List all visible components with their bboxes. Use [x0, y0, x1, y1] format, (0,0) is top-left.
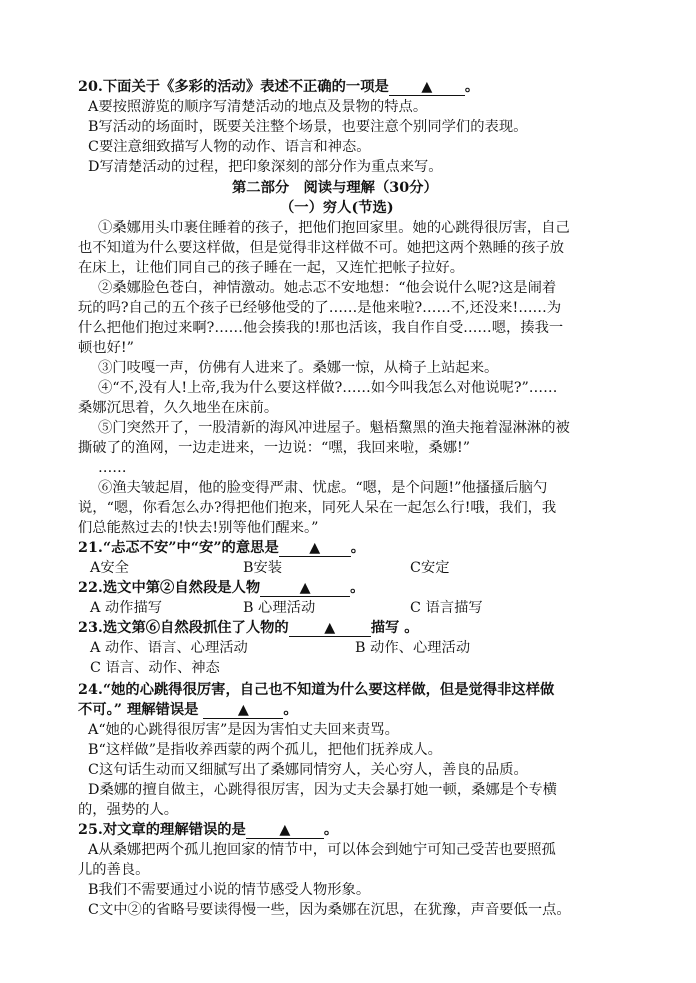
q24-option-d-cont: 的，强势的人。 — [78, 802, 179, 818]
passage-line: 撕破了的渔网，一边走进来，一边说：“嘿，我回来啦，桑娜!” — [78, 440, 471, 456]
triangle-icon: ▲ — [299, 580, 311, 596]
q23-option-c: C 语言、动作、神态 — [90, 660, 220, 676]
q25-option-c: C文中②的省略号要读得慢一些，因为桑娜在沉思，在犹豫，声音要低一点。 — [88, 902, 571, 918]
q24-option-d: D桑娜的擅自做主，心跳得很厉害，因为丈夫会暴打她一顿，桑娜是个专横 — [88, 782, 557, 798]
triangle-icon: ▲ — [324, 620, 336, 636]
q21-stem-text: 21.“忐忑不安”中“安”的意思是 — [78, 540, 279, 556]
q23-option-a: A 动作、语言、心理活动 — [90, 640, 248, 656]
q21-option-a: A安全 — [90, 560, 129, 576]
passage-line: ⑤门突然开了，一股清新的海风冲进屋子。魁梧黧黑的渔夫拖着湿淋淋的被 — [98, 420, 570, 436]
q21-option-c: C安定 — [410, 560, 450, 576]
passage-line: 顿也好!” — [78, 340, 134, 356]
q24-stem-end: 。 — [283, 702, 298, 718]
passage-line: 们总能熬过去的!快去!别等他们醒来。” — [78, 520, 319, 536]
q24-option-c: C这句话生动而又细腻写出了桑娜同情穷人，关心穷人，善良的品质。 — [88, 762, 528, 778]
q20-stem-text: 20.下面关于《多彩的活动》表述不正确的一项是 — [78, 79, 389, 95]
passage-line: 什么把他们抱过来啊?……他会揍我的!那也活该，我自作自受……嗯，揍我一 — [78, 320, 564, 336]
q25-stem — [78, 820, 623, 840]
q25-option-a-cont: 儿的善良。 — [78, 862, 150, 878]
q20-stem — [78, 77, 623, 97]
q20-answer-blank[interactable] — [389, 79, 465, 96]
q20-option-a: A要按照游览的顺序写清楚活动的地点及景物的特点。 — [88, 99, 428, 115]
passage-line: 桑娜沉思着，久久地坐在床前。 — [78, 400, 279, 416]
passage-line: 在床上，让他们同自己的孩子睡在一起，又连忙把帐子拉好。 — [78, 260, 465, 276]
passage-line: ⑥渔夫皱起眉，他的脸变得严肃、忧虑。“嗯，是个问题!”他搔搔后脑勺 — [98, 480, 548, 496]
section-title: 第二部分 阅读与理解（30分） — [232, 180, 438, 196]
q20-stem-end: 。 — [464, 79, 480, 95]
passage-line: 玩的吗?自己的五个孩子已经够他受的了……是他来啦?……不,还没来!……为 — [78, 300, 562, 316]
q25-option-b: B我们不需要通过小说的情节感受人物形象。 — [88, 882, 371, 898]
passage-line: ④“不,没有人!上帝,我为什么要这样做?……如今叫我怎么对他说呢?”…… — [98, 380, 558, 396]
triangle-icon: ▲ — [237, 702, 249, 718]
q23-stem — [78, 618, 623, 638]
passage-line: ③门吱嘎一声，仿佛有人进来了。桑娜一惊，从椅子上站起来。 — [98, 360, 499, 376]
q22-stem — [78, 578, 623, 598]
passage-line: ①桑娜用头巾裹住睡着的孩子，把他们抱回家里。她的心跳得很厉害，自己 — [98, 220, 570, 236]
q21-stem-end: 。 — [350, 540, 366, 556]
q22-option-a: A 动作描写 — [90, 600, 163, 616]
q24-option-b: B“这样做”是指收养西蒙的两个孤儿，把他们抚养成人。 — [88, 742, 442, 758]
q23-stem-end: 描写 。 — [370, 620, 419, 636]
passage-line: ②桑娜脸色苍白，神情激动。她忐忑不安地想：“他会说什么呢?这是闹着 — [98, 280, 557, 296]
q22-stem-end: 。 — [350, 580, 365, 596]
triangle-icon: ▲ — [279, 822, 291, 838]
q21-stem — [78, 538, 623, 558]
q22-option-c: C 语言描写 — [410, 600, 483, 616]
q22-answer-blank[interactable] — [260, 580, 350, 597]
q24-stem-line1: 24.“她的心跳得很厉害，自己也不知道为什么要这样做，但是觉得非这样做 — [78, 682, 555, 698]
q21-option-b: B安装 — [243, 560, 283, 576]
q23-answer-blank[interactable] — [289, 620, 371, 637]
triangle-icon: ▲ — [309, 540, 321, 556]
q25-stem-text: 25.对文章的理解错误的是 — [78, 822, 246, 838]
q25-answer-blank[interactable] — [246, 822, 324, 839]
q23-option-b: B 动作、心理活动 — [355, 640, 471, 656]
q24-answer-blank[interactable] — [203, 702, 283, 719]
q24-option-a: A“她的心跳得很厉害”是因为害怕丈夫回来责骂。 — [88, 722, 399, 738]
passage-ellipsis: …… — [98, 460, 127, 476]
q21-answer-blank[interactable] — [279, 540, 351, 557]
passage-line: 说，“嗯，你看怎么办?得把他们抱来，同死人呆在一起怎么行!哦，我们，我 — [78, 500, 557, 516]
q24-stem-line2 — [78, 700, 623, 720]
q20-option-d: D写清楚活动的过程，把印象深刻的部分作为重点来写。 — [88, 159, 443, 175]
q24-stem-text: 不可。” 理解错误是 — [78, 702, 204, 718]
q23-stem-text: 23.选文第⑥自然段抓住了人物的 — [78, 620, 289, 636]
q25-option-a: A从桑娜把两个孤儿抱回家的情节中，可以体会到她宁可知己受苦也要照孤 — [88, 842, 556, 858]
triangle-icon: ▲ — [421, 79, 433, 95]
q22-option-b: B 心理活动 — [243, 600, 316, 616]
q20-option-b: B写活动的场面时，既要关注整个场景，也要注意个别同学们的表现。 — [88, 119, 528, 135]
passage-title: （一）穷人(节选) — [280, 200, 394, 216]
passage-line: 也不知道为什么要这样做，但是觉得非这样做不可。她把这两个熟睡的孩子放 — [78, 240, 565, 256]
q22-stem-text: 22.选文中第②自然段是人物 — [78, 580, 261, 596]
q25-stem-end: 。 — [323, 822, 339, 838]
q20-option-c: C要注意细致描写人物的动作、语言和神态。 — [88, 139, 371, 155]
